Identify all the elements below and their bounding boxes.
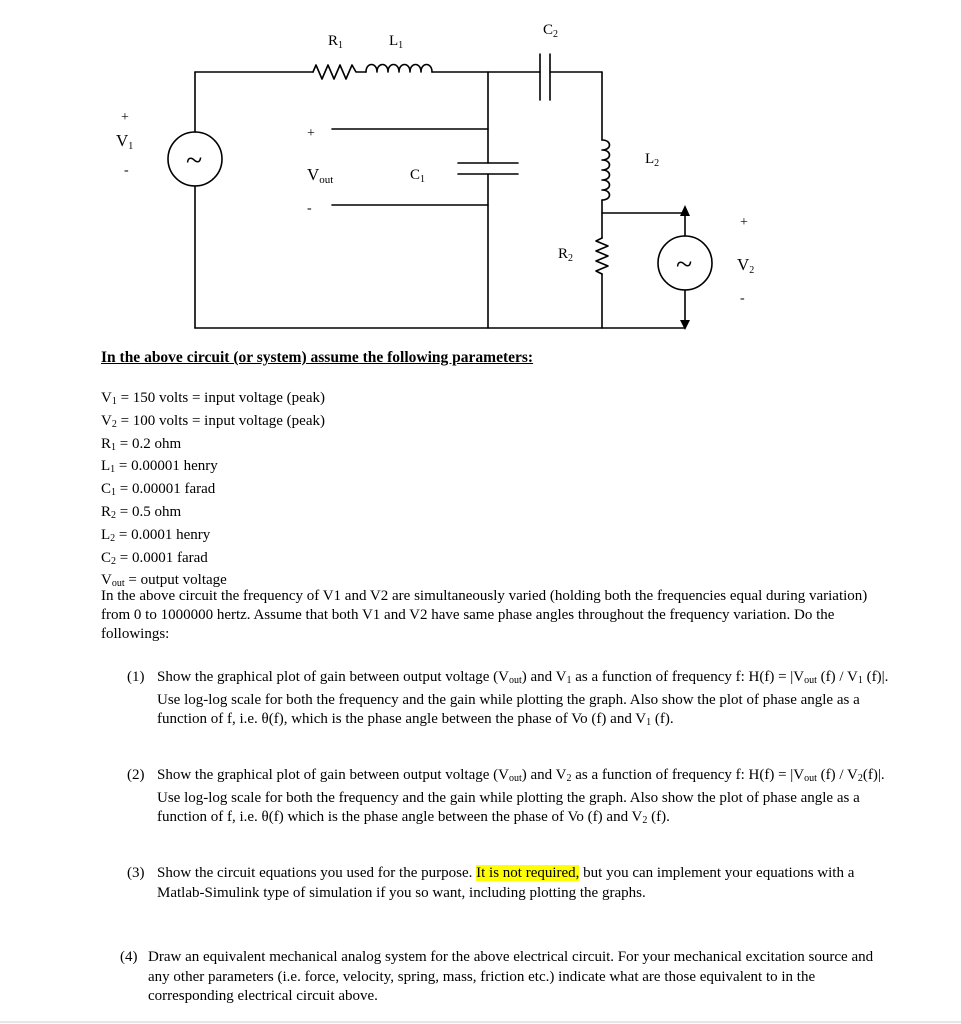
label-vout: V — [307, 165, 320, 184]
param-v2: V2 = 100 volts = input voltage (peak) — [101, 412, 325, 430]
label-l1: L — [389, 33, 399, 49]
ac-source-v2-symbol: ~ — [676, 248, 693, 281]
circuit-diagram — [0, 0, 961, 345]
label-v1: V — [116, 131, 129, 150]
svg-text:V2: V2 — [737, 255, 755, 276]
svg-text:L2: $L_2$ — [645, 151, 660, 169]
label-l2: L — [645, 151, 655, 167]
vout-plus-sign: + — [307, 126, 315, 141]
svg-text:R2: $R_2$ — [558, 246, 574, 264]
inductor-l2 — [602, 140, 610, 200]
svg-text:C2: $C_2$ — [543, 22, 559, 40]
problem-description: In the above circuit the frequency of V1 and V2 are simultaneously varied (holding both the frequencies equal during variation) from 0 to 1000000 hertz. Assume that both V1 and V2 have same phase angles throughout the frequency variation. Do the followings: — [101, 588, 868, 642]
resistor-r1 — [313, 65, 366, 79]
parameter-list — [101, 389, 325, 594]
param-v1: V1 = 150 volts = input voltage (peak) — [101, 390, 325, 407]
svg-text:R1: $R_1$ — [328, 33, 344, 51]
ac-source-v1-symbol: ~ — [186, 144, 203, 177]
v1-plus-sign: + — [121, 110, 129, 125]
param-l1: L1 = 0.00001 henry — [101, 458, 218, 476]
param-c1: C1 = 0.00001 farad — [101, 481, 216, 499]
parameters-heading: In the above circuit (or system) assume the following parameters: — [101, 349, 534, 366]
inductor-l1 — [366, 65, 432, 73]
v2-minus-sign: - — [740, 291, 745, 306]
svg-text:V1: V1 — [116, 131, 134, 152]
param-vout: Vout = output voltage — [101, 572, 227, 590]
vout-minus-sign: - — [307, 201, 312, 216]
svg-text:Vout: Vout — [307, 165, 334, 186]
label-r1: R — [328, 33, 339, 49]
param-r2: R2 = 0.5 ohm — [101, 503, 182, 521]
label-c1: C — [410, 167, 421, 183]
v2-plus-sign: + — [740, 215, 748, 230]
svg-text:L1: $L_1$ — [389, 33, 404, 51]
label-v2: V — [737, 255, 750, 274]
highlighted-text: It is not required, — [476, 865, 580, 881]
page-divider — [0, 1021, 961, 1023]
param-l2: L2 = 0.0001 henry — [101, 526, 211, 544]
label-r2: R — [558, 246, 569, 262]
param-r1: R1 = 0.2 ohm — [101, 435, 182, 453]
resistor-r2 — [596, 238, 608, 274]
v1-minus-sign: - — [124, 163, 129, 178]
arrow-up-icon — [680, 205, 690, 216]
label-c2: C — [543, 22, 554, 38]
param-c2: C2 = 0.0001 farad — [101, 549, 208, 567]
svg-text:C1: $C_1$ — [410, 167, 426, 185]
